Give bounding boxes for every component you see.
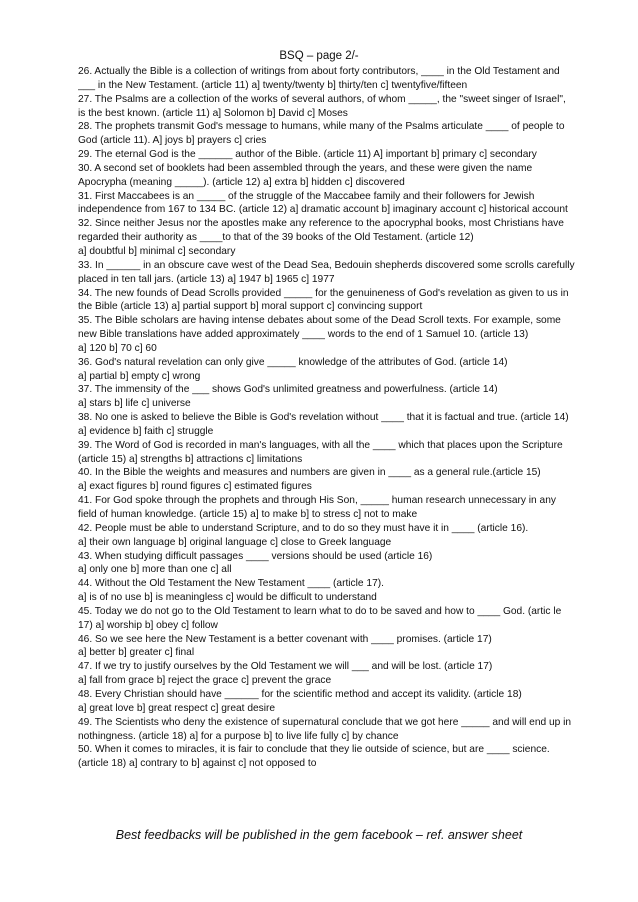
text-line: a] fall from grace b] reject the grace c] prevent the grace	[78, 675, 332, 687]
text-line: regarded their authority as ____to that of the 39 books of the Old Testament. (article 12)	[78, 232, 474, 244]
text-line: placed in ten tall jars. (article 13) a] 1947 b] 1965 c] 1977	[78, 273, 335, 285]
text-line: 49. The Scientists who deny the existence of supernatural conclude that we got here _____ and will end up in	[78, 716, 572, 728]
text-line: 26. Actually the Bible is a collection of writings from about forty contributors, ____ in the Old Testament and	[78, 66, 560, 77]
text-line: 37. The immensity of the ___ shows God's unlimited greatness and powerfulness. (article 14)	[78, 384, 498, 396]
text-line: a] is of no use b] is meaningless c] would be difficult to understand	[78, 592, 377, 604]
text-line: a] better b] greater c] final	[78, 647, 195, 659]
text-line: 43. When studying difficult passages ____ versions should be used (article 16)	[78, 550, 433, 562]
text-line: 33. In ______ in an obscure cave west of the Dead Sea, Bedouin shepherds discovered some scrolls carefully	[78, 259, 575, 271]
text-line: field of human knowledge. (article 15) a] to make b] to stress c] not to make	[78, 509, 418, 520]
text-line: God (article 11). A] joys b] prayers c] cries	[78, 135, 267, 147]
text-line: new Bible translations have added approximately ____ words to the end of 1 Samuel 10. (article 13)	[78, 329, 529, 341]
text-line: 27. The Psalms are a collection of the works of several authors, of whom _____, the "sweet singer of Israel",	[78, 93, 566, 105]
text-line: 35. The Bible scholars are having intense debates about some of the Dead Scroll texts. For example, some	[78, 315, 561, 327]
text-line: a] stars b] life c] universe	[78, 398, 191, 410]
text-line: (article 15) a] strengths b] attractions c] limitations	[78, 453, 303, 465]
text-line: Apocrypha (meaning _____). (article 12) a] extra b] hidden c] discovered	[78, 176, 405, 188]
text-line: 31. First Maccabees is an _____ of the struggle of the Maccabee family and their followers for Jewish	[78, 190, 535, 202]
text-line: 41. For God spoke through the prophets and through His Son, _____ human research unnecessary in any	[78, 495, 556, 507]
text-line: a] exact figures b] round figures c] estimated figures	[78, 481, 312, 493]
text-line: a] doubtful b] minimal c] secondary	[78, 245, 236, 257]
text-line: a] evidence b] faith c] struggle	[78, 425, 214, 437]
text-line: 36. God's natural revelation can only give _____ knowledge of the attributes of God. (article 14)	[78, 356, 508, 368]
page-footer: Best feedbacks will be published in the gem facebook – ref. answer sheet	[115, 828, 523, 842]
text-line: 28. The prophets transmit God's message to humans, while many of the Psalms articulate ____ of people to	[78, 121, 565, 133]
text-line: a] only one b] more than one c] all	[78, 564, 232, 576]
text-line: 39. The Word of God is recorded in man's languages, with all the ____ which that places upon the Scripture	[78, 439, 563, 451]
text-line: 48. Every Christian should have ______ for the scientific method and accept its validity. (article 18)	[78, 688, 522, 700]
text-line: 46. So we see here the New Testament is a better covenant with ____ promises. (article 17)	[78, 633, 492, 645]
text-line: 40. In the Bible the weights and measures and numbers are given in ____ as a general rule.(article 15)	[78, 467, 541, 479]
question-list	[78, 65, 592, 771]
text-line: 29. The eternal God is the ______ author of the Bible. (article 11) A] important b] primary c] secondary	[78, 149, 537, 161]
text-line: 32. Since neither Jesus nor the apostles make any reference to the apocryphal books, most Christians have	[78, 218, 564, 230]
text-line: 42. People must be able to understand Scripture, and to do so they must have it in ____ (article 16).	[78, 522, 529, 534]
text-line: 38. No one is asked to believe the Bible is God's revelation without ____ that it is factual and true. (article 14)	[78, 412, 569, 424]
text-line: a] partial b] empty c] wrong	[78, 370, 201, 382]
text-line: 45. Today we do not go to the Old Testament to learn what to do to be saved and how to ____ God. (artic le	[78, 605, 562, 617]
text-line: 34. The new founds of Dead Scrolls provided _____ for the genuineness of God's revelation as given to us in	[78, 287, 569, 299]
text-line: a] great love b] great respect c] great desire	[78, 702, 276, 714]
text-line: 44. Without the Old Testament the New Testament ____ (article 17).	[78, 578, 384, 590]
text-line: (article 18) a] contrary to b] against c] not opposed to	[78, 758, 317, 770]
text-line: 30. A second set of booklets had been assembled through the years, and these were given the name	[78, 162, 533, 174]
text-line: 17) a] worship b] obey c] follow	[78, 619, 218, 631]
text-line: the Bible (article 13) a] partial support b] moral support c] convincing support	[78, 301, 423, 313]
text-line: is the best known. (article 11) a] Solomon b] David c] Moses	[78, 107, 348, 119]
text-line: ___ in the New Testament. (article 11) a] twenty/twenty b] thirty/ten c] twentyfive/fifteen	[78, 79, 468, 91]
text-line: independence from 167 to 134 BC. (article 12) a] dramatic account b] imaginary account c] historical account	[78, 204, 568, 216]
text-line: a] 120 b] 70 c] 60	[78, 342, 157, 354]
text-line: nothingness. (article 18) a] for a purpose b] to live life fully c] by chance	[78, 730, 399, 742]
text-line: a] their own language b] original language c] close to Greek language	[78, 536, 392, 548]
text-line: 47. If we try to justify ourselves by the Old Testament we will ___ and will be lost. (article 17)	[78, 661, 493, 673]
text-line: 50. When it comes to miracles, it is fair to conclude that they lie outside of science, but are ____ science.	[78, 744, 550, 756]
page-header: BSQ – page 2/-	[279, 50, 359, 62]
